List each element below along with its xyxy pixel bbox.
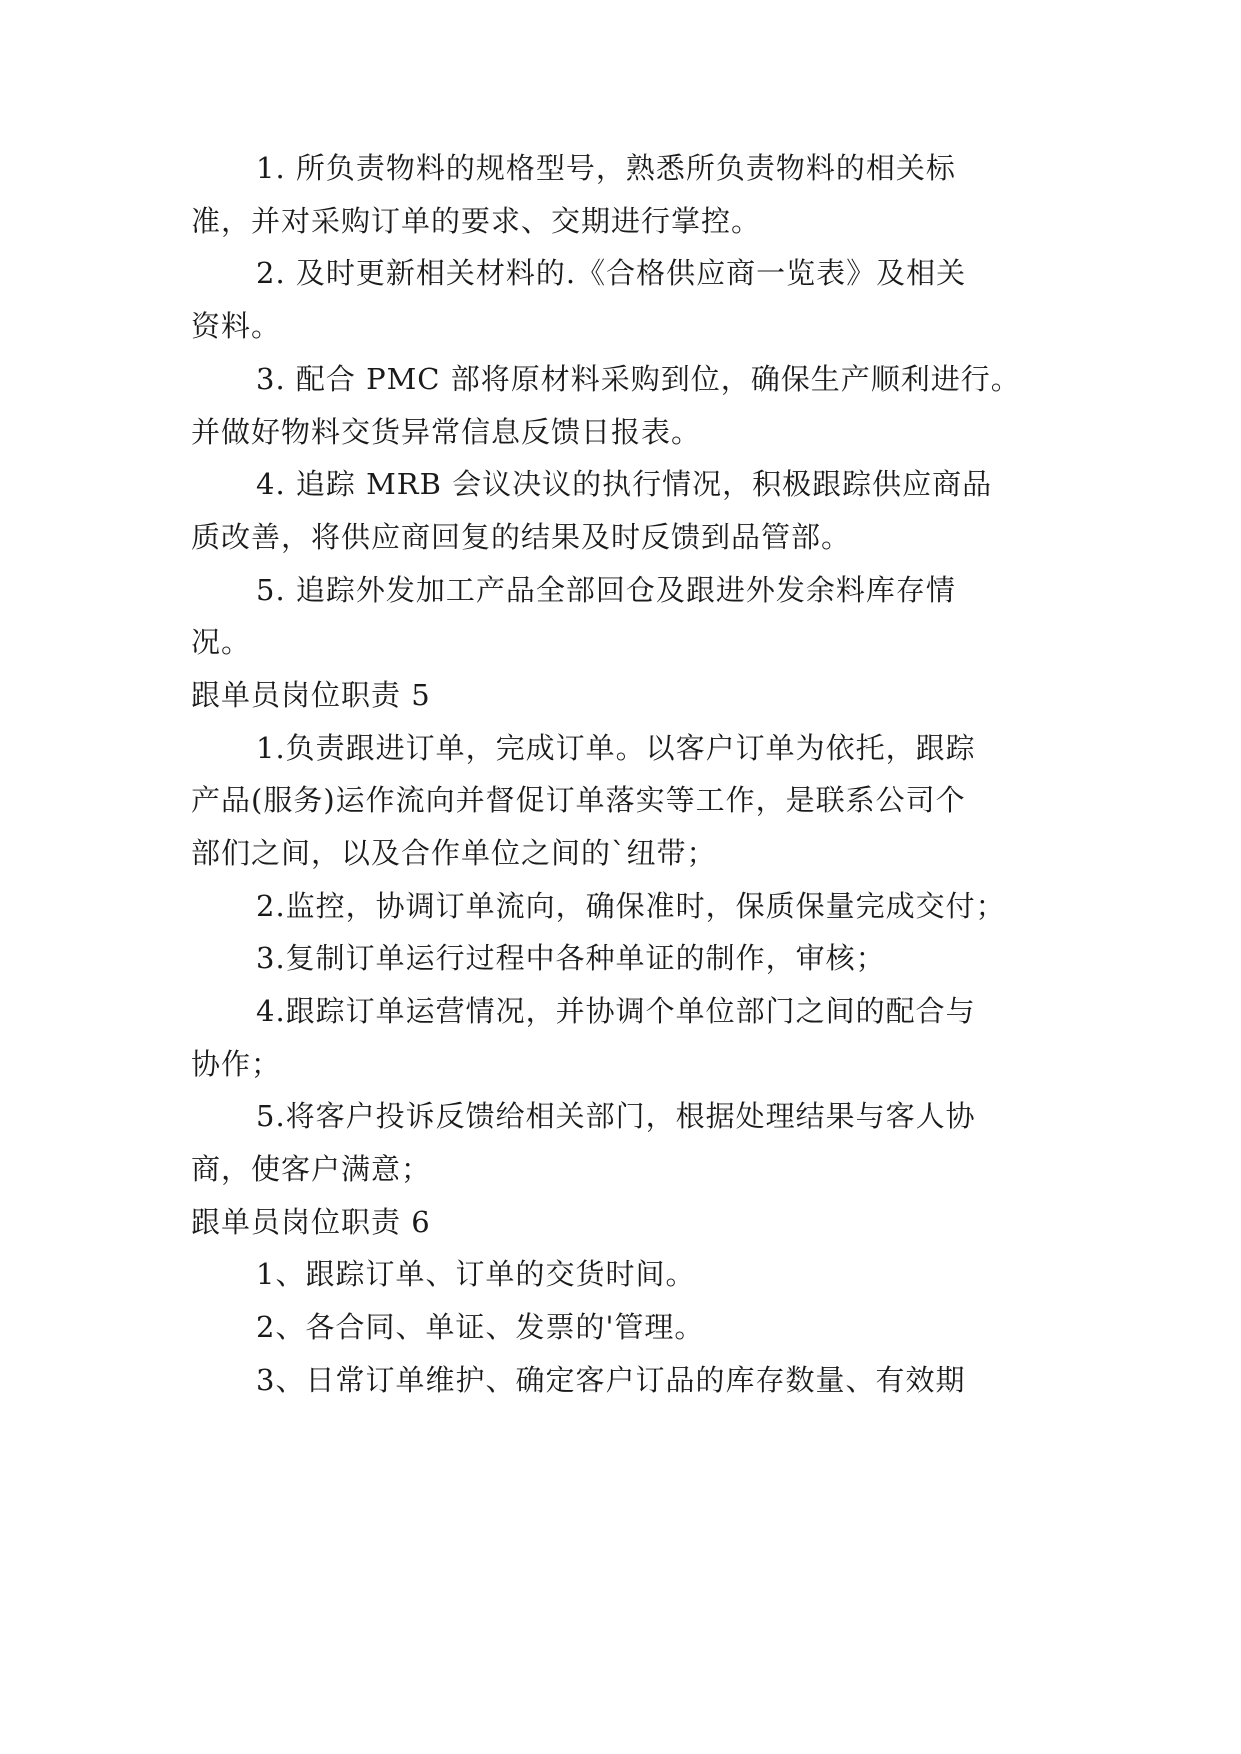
- list-item: 1.负责跟进订单，完成订单。以客户订单为依托，跟踪: [256, 731, 976, 765]
- list-item-continuation: 产品(服务)运作流向并督促订单落实等工作，是联系公司个: [191, 783, 966, 817]
- list-item-continuation: 准，并对采购订单的要求、交期进行掌控。: [191, 204, 762, 238]
- list-item: 4. 追踪 MRB 会议决议的执行情况，积极跟踪供应商品: [256, 467, 993, 501]
- list-item-continuation: 部们之间，以及合作单位之间的`纽带；: [191, 836, 717, 870]
- section-heading: 跟单员岗位职责 5: [191, 678, 431, 712]
- list-item-continuation: 况。: [191, 625, 252, 659]
- list-item-continuation: 资料。: [191, 309, 282, 343]
- list-item-continuation: 商，使客户满意；: [191, 1152, 432, 1186]
- list-item: 5.将客户投诉反馈给相关部门，根据处理结果与客人协: [256, 1099, 976, 1133]
- list-item: 3. 配合 PMC 部将原材料采购到位，确保生产顺利进行。: [256, 362, 1021, 396]
- list-item: 5. 追踪外发加工产品全部回仓及跟进外发余料库存情: [256, 573, 956, 607]
- list-item: 1. 所负责物料的规格型号，熟悉所负责物料的相关标: [256, 151, 956, 185]
- list-item: 2.监控，协调订单流向，确保准时，保质保量完成交付；: [256, 889, 1006, 923]
- section-heading: 跟单员岗位职责 6: [191, 1205, 431, 1239]
- list-item-continuation: 并做好物料交货异常信息反馈日报表。: [191, 415, 702, 449]
- list-item: 4.跟踪订单运营情况，并协调个单位部门之间的配合与: [256, 994, 976, 1028]
- list-item-continuation: 质改善，将供应商回复的结果及时反馈到品管部。: [191, 520, 852, 554]
- list-item-continuation: 协作；: [191, 1047, 282, 1081]
- list-item: 3、日常订单维护、确定客户订品的库存数量、有效期: [256, 1363, 966, 1397]
- list-item: 2、各合同、单证、发票的'管理。: [256, 1310, 705, 1344]
- list-item: 1、跟踪订单、订单的交货时间。: [256, 1257, 696, 1291]
- list-item: 3.复制订单运行过程中各种单证的制作，审核；: [256, 941, 886, 975]
- list-item: 2. 及时更新相关材料的.《合格供应商一览表》及相关: [256, 256, 967, 290]
